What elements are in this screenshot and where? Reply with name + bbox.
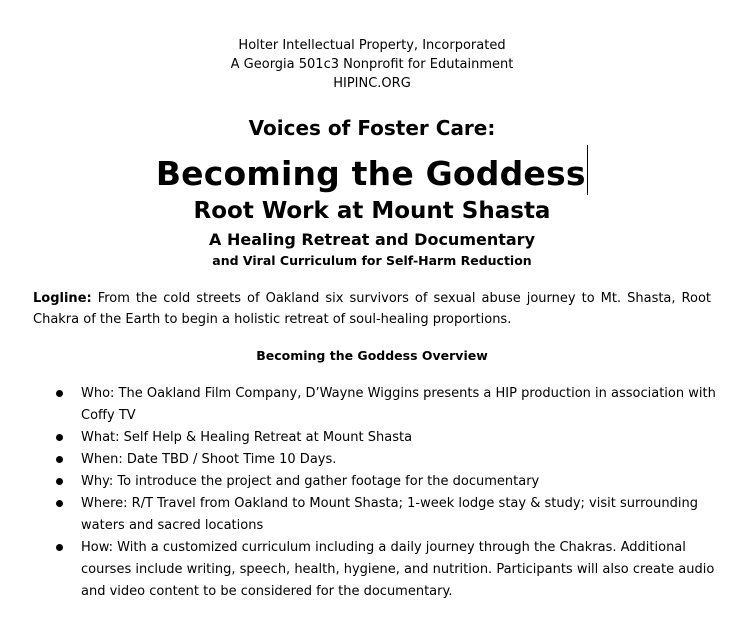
list-item-text: Why: To introduce the project and gather footage for the documentary	[81, 474, 540, 489]
subtitle: Root Work at Mount Shasta	[193, 198, 551, 224]
subtagline: and Viral Curriculum for Self-Harm Reduction	[212, 253, 532, 268]
bullet-icon	[56, 500, 63, 507]
organization-header	[0, 36, 744, 93]
org-website: HIPINC.ORG	[333, 76, 411, 91]
bullet-icon	[56, 544, 63, 551]
list-item	[56, 537, 716, 603]
list-item-text: How: With a customized curriculum including a daily journey through the Chakras. Additional courses include writing, speech, health, hygiene, and nutrition. Participants will also create audio and video content to be considered for the documentary.	[81, 540, 715, 599]
series-title: Voices of Foster Care:	[248, 116, 496, 140]
overview-list	[56, 383, 716, 603]
bullet-icon	[56, 456, 63, 463]
logline-paragraph	[33, 288, 711, 330]
list-item-text: Who: The Oakland Film Company, D’Wayne Wiggins presents a HIP production in association with Coffy TV	[81, 386, 716, 423]
org-description: A Georgia 501c3 Nonprofit for Edutainment	[230, 57, 514, 72]
bullet-icon	[56, 390, 63, 397]
list-item-text: Where: R/T Travel from Oakland to Mount Shasta; 1-week lodge stay & study; visit surrounding waters and sacred locations	[81, 496, 698, 533]
tagline: A Healing Retreat and Documentary	[209, 230, 535, 249]
overview-heading: Becoming the Goddess Overview	[256, 348, 488, 363]
list-item-text: When: Date TBD / Shoot Time 10 Days.	[81, 452, 337, 467]
list-item-text: What: Self Help & Healing Retreat at Mount Shasta	[81, 430, 413, 445]
list-item	[56, 449, 716, 471]
logline-label: Logline:	[33, 291, 92, 306]
org-name: Holter Intellectual Property, Incorporated	[238, 38, 506, 53]
list-item	[56, 493, 716, 537]
list-item	[56, 427, 716, 449]
text-cursor	[587, 145, 589, 195]
list-item	[56, 471, 716, 493]
bullet-icon	[56, 478, 63, 485]
list-item	[56, 383, 716, 427]
main-title-line	[0, 145, 744, 197]
bullet-icon	[56, 434, 63, 441]
logline-text: From the cold streets of Oakland six survivors of sexual abuse journey to Mt. Shasta, Root Chakra of the Earth to begin a holistic retreat of soul-healing proportions.	[33, 291, 711, 327]
main-title: Becoming the Goddess	[155, 154, 586, 193]
